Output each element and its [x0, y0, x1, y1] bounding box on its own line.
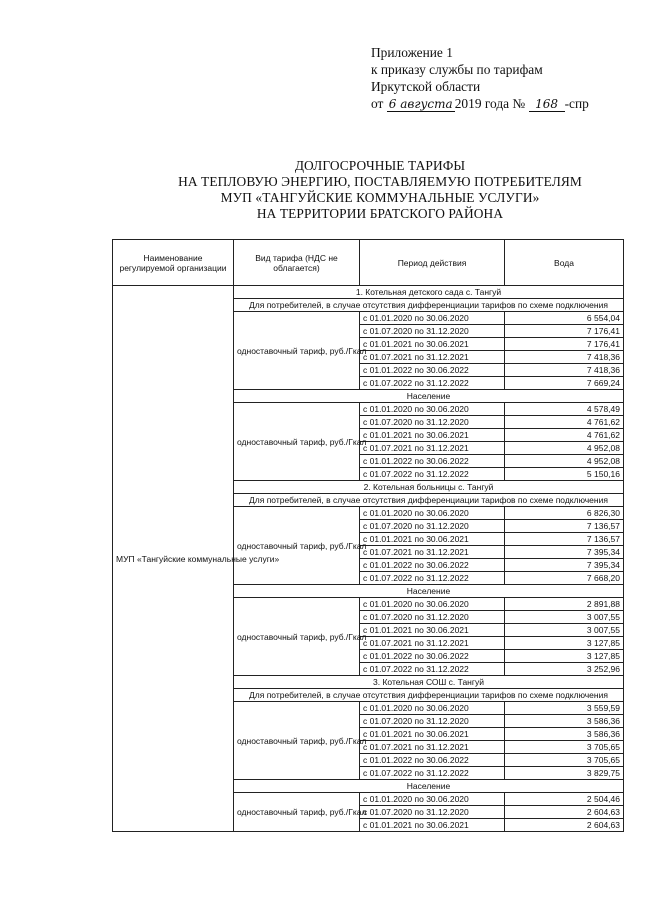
water-tariff-value: 7 136,57	[505, 520, 624, 533]
period-cell: с 01.01.2020 по 30.06.2020	[360, 403, 505, 416]
water-tariff-value: 3 586,36	[505, 715, 624, 728]
water-tariff-value: 7 136,57	[505, 533, 624, 546]
tariff-type-cell: одноставочный тариф, руб./Гкал	[234, 793, 360, 832]
appendix-line-3: Иркутской области	[371, 79, 481, 94]
water-tariff-value: 6 554,04	[505, 312, 624, 325]
period-cell: с 01.07.2022 по 31.12.2022	[360, 377, 505, 390]
title-line-4: НА ТЕРРИТОРИИ БРАТСКОГО РАЙОНА	[256, 206, 504, 221]
period-cell: с 01.01.2020 по 30.06.2020	[360, 702, 505, 715]
water-tariff-value: 7 668,20	[505, 572, 624, 585]
number-suffix: -спр	[564, 96, 589, 111]
water-tariff-value: 7 395,34	[505, 559, 624, 572]
water-tariff-value: 2 891,88	[505, 598, 624, 611]
section-title-row	[113, 286, 624, 299]
period-cell: с 01.01.2020 по 30.06.2020	[360, 312, 505, 325]
period-cell: с 01.07.2022 по 31.12.2022	[360, 767, 505, 780]
section-title: 3. Котельная СОШ с. Тангуй	[234, 676, 624, 689]
period-cell: с 01.07.2020 по 31.12.2020	[360, 806, 505, 819]
water-tariff-value: 7 418,36	[505, 364, 624, 377]
water-tariff-value: 7 669,24	[505, 377, 624, 390]
water-tariff-value: 2 504,46	[505, 793, 624, 806]
period-cell: с 01.01.2020 по 30.06.2020	[360, 598, 505, 611]
header-org: Наименование регулируемой организации	[113, 240, 234, 286]
period-cell: с 01.01.2020 по 30.06.2020	[360, 507, 505, 520]
document-title	[100, 158, 660, 222]
period-cell: с 01.07.2020 по 31.12.2020	[360, 715, 505, 728]
period-cell: с 01.07.2020 по 31.12.2020	[360, 325, 505, 338]
tariff-type-cell: одноставочный тариф, руб./Гкал	[234, 702, 360, 780]
period-cell: с 01.07.2021 по 31.12.2021	[360, 351, 505, 364]
period-cell: с 01.01.2022 по 30.06.2022	[360, 455, 505, 468]
title-line-1: ДОЛГОСРОЧНЫЕ ТАРИФЫ	[294, 158, 466, 173]
water-tariff-value: 4 952,08	[505, 455, 624, 468]
period-cell: с 01.01.2022 по 30.06.2022	[360, 650, 505, 663]
tariff-type-cell: одноставочный тариф, руб./Гкал	[234, 312, 360, 390]
title-line-2: НА ТЕПЛОВУЮ ЭНЕРГИЮ, ПОСТАВЛЯЕМУЮ ПОТРЕБИТЕЛЯМ	[178, 174, 582, 189]
number-signature: 168	[529, 98, 565, 112]
section-title: 2. Котельная больницы с. Тангуй	[234, 481, 624, 494]
appendix-line-2: к приказу службы по тарифам	[371, 62, 543, 77]
water-tariff-value: 3 705,65	[505, 754, 624, 767]
period-cell: с 01.01.2021 по 30.06.2021	[360, 728, 505, 741]
period-cell: с 01.01.2021 по 30.06.2021	[360, 338, 505, 351]
header-tariff-type: Вид тарифа (НДС не облагается)	[234, 240, 360, 286]
period-cell: с 01.01.2022 по 30.06.2022	[360, 559, 505, 572]
period-cell: с 01.07.2022 по 31.12.2022	[360, 663, 505, 676]
period-cell: с 01.01.2021 по 30.06.2021	[360, 429, 505, 442]
consumer-note: Для потребителей, в случае отсутствия дифференциации тарифов по схеме подключения	[234, 299, 624, 312]
period-cell: с 01.07.2022 по 31.12.2022	[360, 468, 505, 481]
period-cell: с 01.01.2021 по 30.06.2021	[360, 533, 505, 546]
appendix-block	[371, 44, 633, 112]
header-water: Вода	[505, 240, 624, 286]
water-tariff-value: 2 604,63	[505, 819, 624, 832]
water-tariff-value: 5 150,16	[505, 468, 624, 481]
water-tariff-value: 3 127,85	[505, 637, 624, 650]
water-tariff-value: 3 007,55	[505, 624, 624, 637]
period-cell: с 01.07.2021 по 31.12.2021	[360, 442, 505, 455]
period-cell: с 01.07.2021 по 31.12.2021	[360, 741, 505, 754]
appendix-date-line	[371, 95, 633, 112]
tariffs-table	[112, 239, 624, 832]
period-cell: с 01.07.2020 по 31.12.2020	[360, 611, 505, 624]
period-cell: с 01.01.2021 по 30.06.2021	[360, 624, 505, 637]
tariff-type-cell: одноставочный тариф, руб./Гкал	[234, 403, 360, 481]
water-tariff-value: 3 007,55	[505, 611, 624, 624]
title-line-3: МУП «ТАНГУЙСКИЕ КОММУНАЛЬНЫЕ УСЛУГИ»	[220, 190, 540, 205]
water-tariff-value: 3 586,36	[505, 728, 624, 741]
water-tariff-value: 3 252,96	[505, 663, 624, 676]
population-label: Население	[234, 390, 624, 403]
water-tariff-value: 3 127,85	[505, 650, 624, 663]
consumer-note: Для потребителей, в случае отсутствия дифференциации тарифов по схеме подключения	[234, 689, 624, 702]
population-label: Население	[234, 585, 624, 598]
period-cell: с 01.01.2022 по 30.06.2022	[360, 754, 505, 767]
organization-name: МУП «Тангуйские коммунальные услуги»	[113, 286, 234, 832]
population-label: Население	[234, 780, 624, 793]
water-tariff-value: 4 761,62	[505, 416, 624, 429]
water-tariff-value: 2 604,63	[505, 806, 624, 819]
tariff-type-cell: одноставочный тариф, руб./Гкал	[234, 507, 360, 585]
period-cell: с 01.01.2020 по 30.06.2020	[360, 793, 505, 806]
section-title: 1. Котельная детского сада с. Тангуй	[234, 286, 624, 299]
water-tariff-value: 4 761,62	[505, 429, 624, 442]
year-text: 2019 года №	[454, 96, 526, 111]
water-tariff-value: 7 418,36	[505, 351, 624, 364]
date-prefix: от	[371, 96, 384, 111]
water-tariff-value: 4 578,49	[505, 403, 624, 416]
period-cell: с 01.07.2020 по 31.12.2020	[360, 520, 505, 533]
water-tariff-value: 3 559,59	[505, 702, 624, 715]
header-period: Период действия	[360, 240, 505, 286]
period-cell: с 01.07.2022 по 31.12.2022	[360, 572, 505, 585]
water-tariff-value: 3 705,65	[505, 741, 624, 754]
table-header-row	[113, 240, 624, 286]
tariff-type-cell: одноставочный тариф, руб./Гкал	[234, 598, 360, 676]
appendix-line-1: Приложение 1	[371, 45, 453, 60]
period-cell: с 01.07.2020 по 31.12.2020	[360, 416, 505, 429]
table-body	[113, 286, 624, 832]
water-tariff-value: 4 952,08	[505, 442, 624, 455]
consumer-note: Для потребителей, в случае отсутствия дифференциации тарифов по схеме подключения	[234, 494, 624, 507]
water-tariff-value: 7 176,41	[505, 325, 624, 338]
water-tariff-value: 7 395,34	[505, 546, 624, 559]
period-cell: с 01.07.2021 по 31.12.2021	[360, 546, 505, 559]
period-cell: с 01.01.2022 по 30.06.2022	[360, 364, 505, 377]
period-cell: с 01.07.2021 по 31.12.2021	[360, 637, 505, 650]
water-tariff-value: 7 176,41	[505, 338, 624, 351]
water-tariff-value: 3 829,75	[505, 767, 624, 780]
water-tariff-value: 6 826,30	[505, 507, 624, 520]
date-signature: 6 августа	[387, 98, 455, 112]
period-cell: с 01.01.2021 по 30.06.2021	[360, 819, 505, 832]
